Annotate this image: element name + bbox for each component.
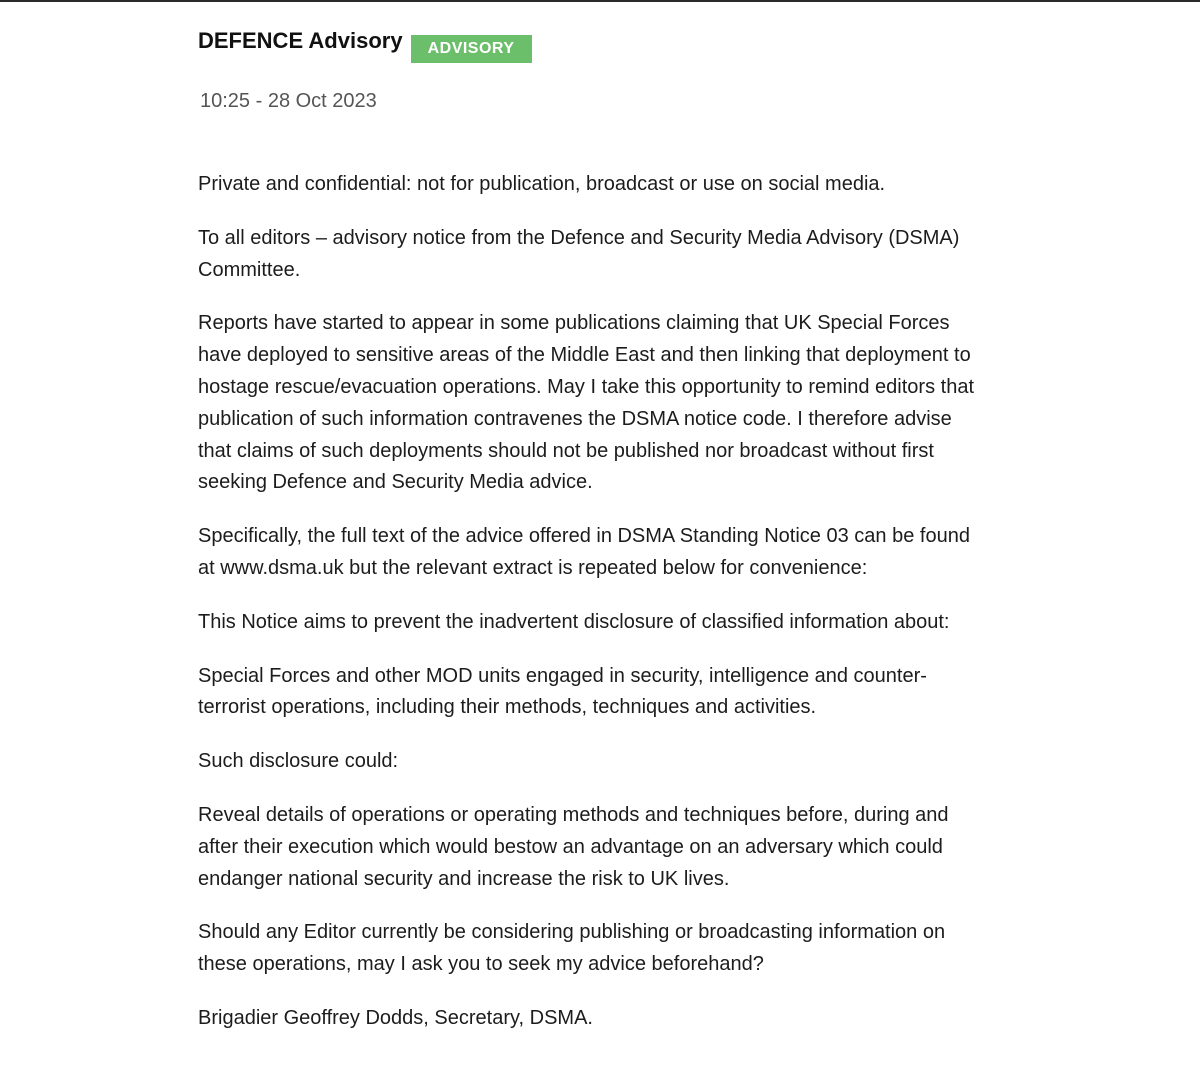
advisory-badge: ADVISORY (411, 35, 532, 63)
paragraph-disclosure-effects: Reveal details of operations or operating methods and techniques before, during and after their execution which would bestow an advantage on an adversary which could endanger national security and increase the risk to UK lives. (198, 803, 949, 890)
paragraph-confidentiality: Private and confidential: not for publication, broadcast or use on social media. (198, 173, 886, 195)
paragraph-reports: Reports have started to appear in some publications claiming that UK Special Forces have deployed to sensitive areas of the Middle East and then linking that deployment to hostage rescue/evacuation operations. May I take this opportunity to remind editors that publication of such information contravenes the DSMA notice code. I therefore advise that claims of such deployments should not be published nor broadcast without first seeking Defence and Security Media advice. (198, 312, 974, 494)
notice-header (198, 28, 532, 64)
notice-timestamp: 10:25 - 28 Oct 2023 (200, 90, 377, 112)
paragraph-signature: Brigadier Geoffrey Dodds, Secretary, DSMA. (198, 1006, 593, 1029)
paragraph-request-advice: Should any Editor currently be considering publishing or broadcasting information on these operations, may I ask you to seek my advice beforehand? (198, 921, 946, 976)
paragraph-addressee: To all editors – advisory notice from the Defence and Security Media Advisory (DSMA) Committee. (198, 226, 960, 281)
top-divider (0, 0, 1200, 2)
paragraph-disclosure-intro: Such disclosure could: (198, 750, 399, 773)
paragraph-standing-notice: Specifically, the full text of the advice offered in DSMA Standing Notice 03 can be found at www.dsma.uk but the relevant extract is repeated below for convenience: (198, 525, 970, 579)
paragraph-special-forces: Special Forces and other MOD units engaged in security, intelligence and counter-terrorist operations, including their methods, techniques and activities. (198, 664, 927, 719)
paragraph-notice-aims: This Notice aims to prevent the inadvertent disclosure of classified information about: (198, 610, 950, 633)
notice-title: DEFENCE Advisory (198, 28, 403, 53)
notice-body (198, 169, 988, 1057)
